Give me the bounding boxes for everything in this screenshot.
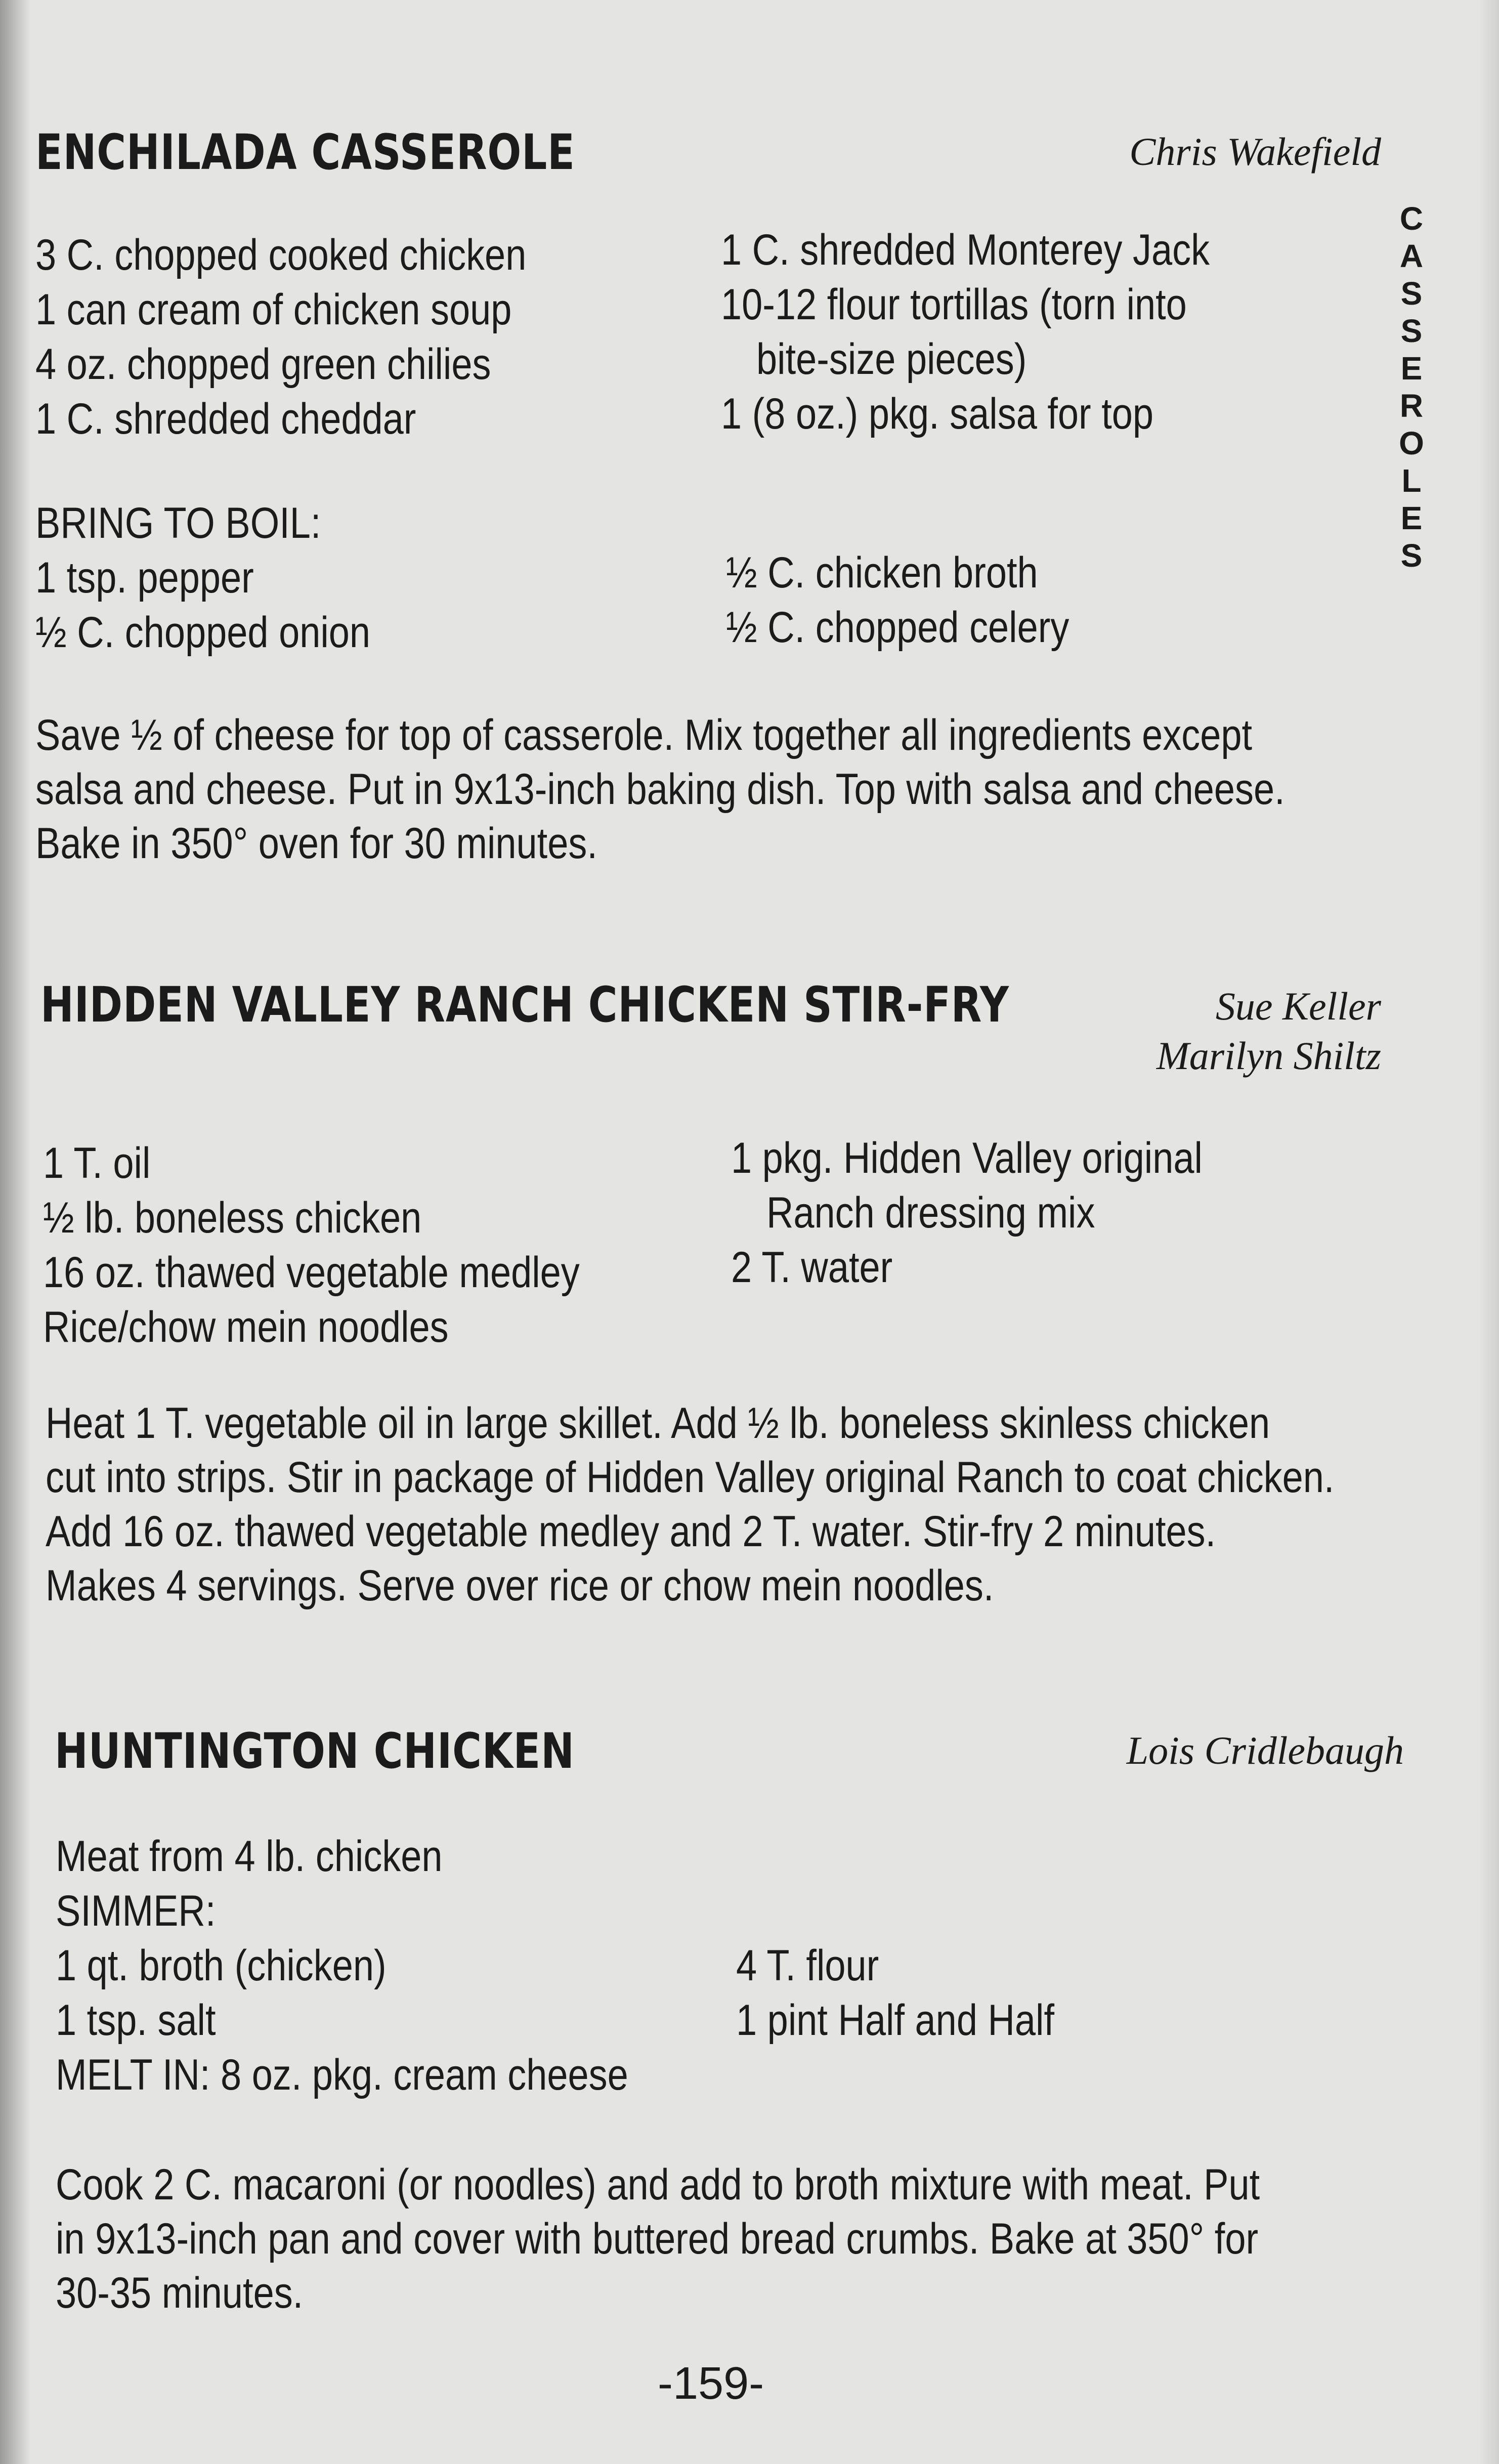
recipe-title: HIDDEN VALLEY RANCH CHICKEN STIR-FRY (40, 976, 1009, 1033)
direction-line: in 9x13-inch pan and cover with buttered bread crumbs. Bake at 350° for (56, 2215, 1259, 2263)
ingredient: 1 pkg. Hidden Valley original (731, 1134, 1203, 1182)
ingredient: 1 T. oil (43, 1139, 151, 1187)
section-label: BRING TO BOIL: (35, 499, 321, 547)
tab-letter: C (1399, 200, 1424, 237)
page-gutter-shadow (0, 0, 30, 2464)
direction-line: salsa and cheese. Put in 9x13-inch baking dish. Top with salsa and cheese. (35, 765, 1285, 814)
recipe-author: Sue Keller (1215, 984, 1381, 1028)
ingredient: 2 T. water (731, 1243, 893, 1292)
tab-letter: S (1400, 537, 1423, 574)
ingredient: ½ C. chicken broth (726, 548, 1038, 597)
direction-line: Save ½ of cheese for top of casserole. Mix together all ingredients except (35, 711, 1253, 759)
ingredient: ½ C. chopped celery (726, 603, 1069, 652)
page-edge (1479, 0, 1499, 2464)
recipe-huntington-chicken (35, 1723, 1404, 2340)
tab-letter: E (1400, 350, 1423, 387)
ingredient: 4 T. flour (736, 1941, 879, 1990)
ingredient: 1 tsp. pepper (35, 554, 254, 602)
tab-letter: S (1400, 275, 1423, 312)
ingredient: bite-size pieces) (756, 335, 1027, 384)
ingredient: 1 C. shredded Monterey Jack (721, 226, 1210, 274)
recipe-author: Marilyn Shiltz (1156, 1034, 1381, 1078)
direction-line: 30-35 minutes. (56, 2269, 304, 2317)
recipe-directions (35, 708, 1401, 871)
recipe-directions (56, 2158, 1422, 2320)
ingredient: 10-12 flour tortillas (torn into (721, 280, 1187, 329)
recipe-enchilada-casserole (35, 124, 1381, 883)
ingredient: 1 can cream of chicken soup (35, 285, 512, 334)
ingredient: 3 C. chopped cooked chicken (35, 231, 527, 279)
ingredient: Ranch dressing mix (766, 1188, 1095, 1237)
ingredient: Meat from 4 lb. chicken (56, 1832, 443, 1881)
tab-letter: S (1400, 313, 1423, 349)
direction-line: Add 16 oz. thawed vegetable medley and 2 T. water. Stir-fry 2 minutes. (46, 1507, 1216, 1556)
recipe-author: Lois Cridlebaugh (1126, 1728, 1404, 1772)
direction-line: Heat 1 T. vegetable oil in large skillet. Add ½ lb. boneless skinless chicken (46, 1399, 1270, 1448)
page-number: -159- (658, 2358, 764, 2409)
tab-letter: R (1399, 388, 1424, 424)
tab-letter: A (1399, 238, 1424, 274)
recipe-ranch-chicken-stir-fry (35, 976, 1381, 1634)
recipe-author: Chris Wakefield (1129, 130, 1381, 174)
melt-instruction: MELT IN: 8 oz. pkg. cream cheese (56, 2051, 628, 2099)
tab-letter: E (1400, 500, 1423, 536)
ingredient: 16 oz. thawed vegetable medley (43, 1248, 580, 1297)
direction-line: Cook 2 C. macaroni (or noodles) and add to broth mixture with meat. Put (56, 2160, 1260, 2209)
ingredient: 1 (8 oz.) pkg. salsa for top (721, 390, 1154, 438)
direction-line: Bake in 350° oven for 30 minutes. (35, 819, 597, 868)
ingredient: 1 pint Half and Half (736, 1996, 1055, 2045)
recipe-title: HUNTINGTON CHICKEN (55, 1723, 575, 1779)
tab-letter: O (1399, 425, 1424, 461)
section-tab-casseroles (1397, 200, 1426, 574)
ingredient: Rice/chow mein noodles (43, 1303, 449, 1351)
section-label: SIMMER: (56, 1887, 216, 1935)
direction-line: Makes 4 servings. Serve over rice or chow mein noodles. (46, 1561, 994, 1610)
direction-line: cut into strips. Stir in package of Hidden Valley original Ranch to coat chicken. (46, 1453, 1335, 1502)
recipe-title: ENCHILADA CASSEROLE (35, 124, 575, 181)
ingredient: 1 C. shredded cheddar (35, 395, 416, 443)
ingredient: ½ C. chopped onion (35, 608, 371, 657)
ingredient: ½ lb. boneless chicken (43, 1194, 422, 1242)
ingredient: 1 qt. broth (chicken) (56, 1941, 387, 1990)
recipe-directions (46, 1396, 1411, 1613)
ingredient: 1 tsp. salt (56, 1996, 216, 2045)
tab-letter: L (1401, 462, 1422, 499)
ingredient: 4 oz. chopped green chilies (35, 340, 491, 389)
